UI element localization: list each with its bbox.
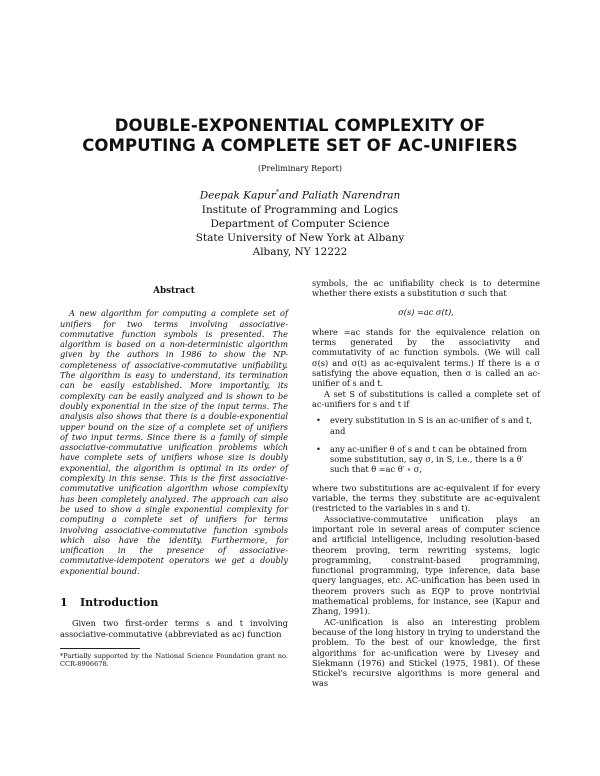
bullet-icon: • <box>316 443 321 454</box>
author-names <box>0 186 600 203</box>
section-title: Introduction <box>80 596 159 610</box>
author-block <box>0 186 600 259</box>
author-name-2: and Paliath Narendran <box>278 189 401 202</box>
bullet-item-2 <box>312 444 540 475</box>
bullet-item-1 <box>312 415 540 436</box>
left-column <box>60 286 288 668</box>
footnote-divider <box>60 648 140 649</box>
affiliation-department: Department of Computer Science <box>210 217 390 230</box>
right-column <box>312 278 540 689</box>
footnote-funding: *Partially supported by the National Science Foundation grant no. CCR-8906678. <box>60 651 288 668</box>
author-name-1: Deepak Kapur <box>199 189 276 202</box>
paper-title <box>40 116 560 156</box>
bullet-icon: • <box>316 415 321 426</box>
preliminary-report-label: (Preliminary Report) <box>258 164 342 173</box>
section-number: 1 <box>60 596 68 610</box>
right-paragraph-5: Associative-commutative unification plays an important role in several areas of computer science and artificial intelligence, including resolution-based theorem proving, term rewriting systems, logic programming, constraint-based programming, functional programming, type inference, data base query languages, etc. AC-unification has been used in theorem provers such as EQP to prove nontrivial mathematical problems, for instance, see (Kapur and Zhang, 1991). <box>312 513 540 617</box>
equation-ac-unifiability: σ(s) =ac σ(t), <box>398 306 454 317</box>
definition-bullet-list <box>312 415 540 474</box>
affiliation-institute: Institute of Programming and Logics <box>201 203 399 216</box>
title-line-1: DOUBLE-EXPONENTIAL COMPLEXITY OF <box>114 116 486 135</box>
right-paragraph-3: A set S of substitutions is called a complete set of ac-unifiers for s and t if <box>312 388 540 409</box>
affiliation-university: State University of New York at Albany <box>195 231 405 244</box>
right-paragraph-1: symbols, the ac unifiability check is to determine whether there exists a substitution σ such that <box>312 278 540 299</box>
right-paragraph-6: AC-unification is also an interesting problem because of the long history in trying to understand the problem. To the best of our knowledge, the first algorithms for ac-unification were by Livesey and Siekmann (1976) and Stickel (1975, 1981). Of these Stickel's recursive algorithms is more general and was <box>312 616 540 689</box>
intro-paragraph: Given two first-order terms s and t involving associative-commutative (abbreviated as ac) function <box>60 618 288 639</box>
title-line-2: COMPUTING A COMPLETE SET OF AC-UNIFIERS <box>82 136 518 155</box>
bullet-text-2: any ac-unifier θ of s and t can be obtained from some substitution, say σ, in S, i.e., there is a θ′ such that θ =ac θ′ ∘ σ, <box>330 443 527 475</box>
section-heading-introduction <box>60 598 288 608</box>
abstract-heading: Abstract <box>153 286 195 296</box>
affiliation-address: Albany, NY 12222 <box>252 245 348 258</box>
abstract-body: A new algorithm for computing a complete set of unifiers for two terms involving associative-commutative function symbols is presented. The algorithm is based on a non-deterministic algorithm given by the authors in 1986 to show the NP-completeness of associative-commutative unifiability. The algorithm is easy to understand, its termination can be easily established. More importantly, its complexity can be easily analyzed and is shown to be doubly exponential in the size of the input terms. The analysis also shows that there is a double-exponential upper bound on the size of a complete set of unifiers of two input terms. Since there is a family of simple associative-commutative unification problems which have complete sets of unifiers whose size is doubly exponential, the algorithm is optimal in its order of complexity in this sense. This is the first associative-commutative unification algorithm whose complexity has been completely analyzed. The approach can also be used to show a single exponential complexity for computing a complete set of unifiers for terms involving associative-commutative function symbols which also have the identity. Furthermore, for unification in the presence of associative-commutative-idempotent operators we get a doubly exponential bound. <box>60 308 288 576</box>
footnote-mark: * <box>275 189 279 196</box>
bullet-text-1: every substitution in S is an ac-unifier of s and t, and <box>330 415 532 436</box>
right-paragraph-4: where two substitutions are ac-equivalent if for every variable, the terms they substitute are ac-equivalent (restricted to the variables in s and t). <box>312 482 540 514</box>
right-paragraph-2: where =ac stands for the equivalence relation on terms generated by the associativity and commutativity of ac function symbols. (We will call σ(s) and σ(t) as ac-equivalent terms.) If there is a σ satisfying the above equation, then σ is called an ac-unifier of s and t. <box>312 326 540 389</box>
